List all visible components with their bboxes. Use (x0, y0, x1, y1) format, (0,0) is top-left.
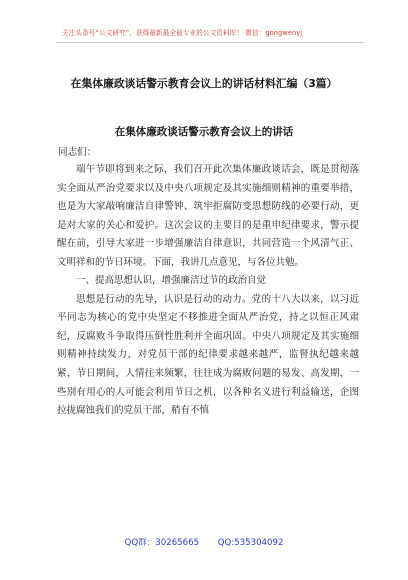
body-paragraph: 思想是行动的先导，认识是行动的动力。党的十八大以来，以习近平同志为核心的党中央坚定不移推进全面从严治党，持之以恒正风肃纪，反腐败斗争取得压倒性胜利并全面巩固。中央八项规定及其实施细则精神持续发力，对党员干部的纪律要求越来越严，监督执纪越来越紧，节日期间，人情往来频繁，往往成为腐败问题的易发、高发期，一些别有用心的人可能会利用节日之机，以各种名义进行利益输送，企图拉拢腐蚀我们的党员干部，稍有不慎 (57, 293, 359, 417)
header-divider (56, 42, 364, 43)
header-promo-text: 关注头条号“公文研究”，获得最新最全最专业的公文资料库！ 微信：gongwenyj (62, 29, 303, 37)
footer-contact (0, 536, 408, 548)
footer-qq-group: QQ群：30265665 (124, 538, 200, 548)
body-heading: 一、提高思想认识，增强廉洁过节的政治自觉 (76, 275, 267, 287)
footer-qq: QQ:535304092 (217, 538, 284, 548)
section-title: 在集体廉政谈话警示教育会议上的讲话 (114, 126, 294, 138)
document-body (57, 161, 359, 421)
salutation: 同志们： (58, 147, 97, 158)
body-paragraph: 端午节即将到来之际，我们召开此次集体廉政谈话会，既是贯彻落实全面从严治党要求以及中央八项规定及其实施细则精神的重要举措，也是为大家敲响廉洁自律警钟、筑牢拒腐防变思想防线的必要行动，更是对大家的关心和爱护。这次会议的主要目的是重申纪律要求，警示提醒在前，引导大家进一步增强廉洁自律意识，共同营造一个风清气正、文明祥和的节日环境。下面，我讲几点意见，与各位共勉。 (57, 164, 359, 268)
document-title: 在集体廉政谈话警示教育会议上的讲话材料汇编（3篇） (70, 77, 338, 90)
